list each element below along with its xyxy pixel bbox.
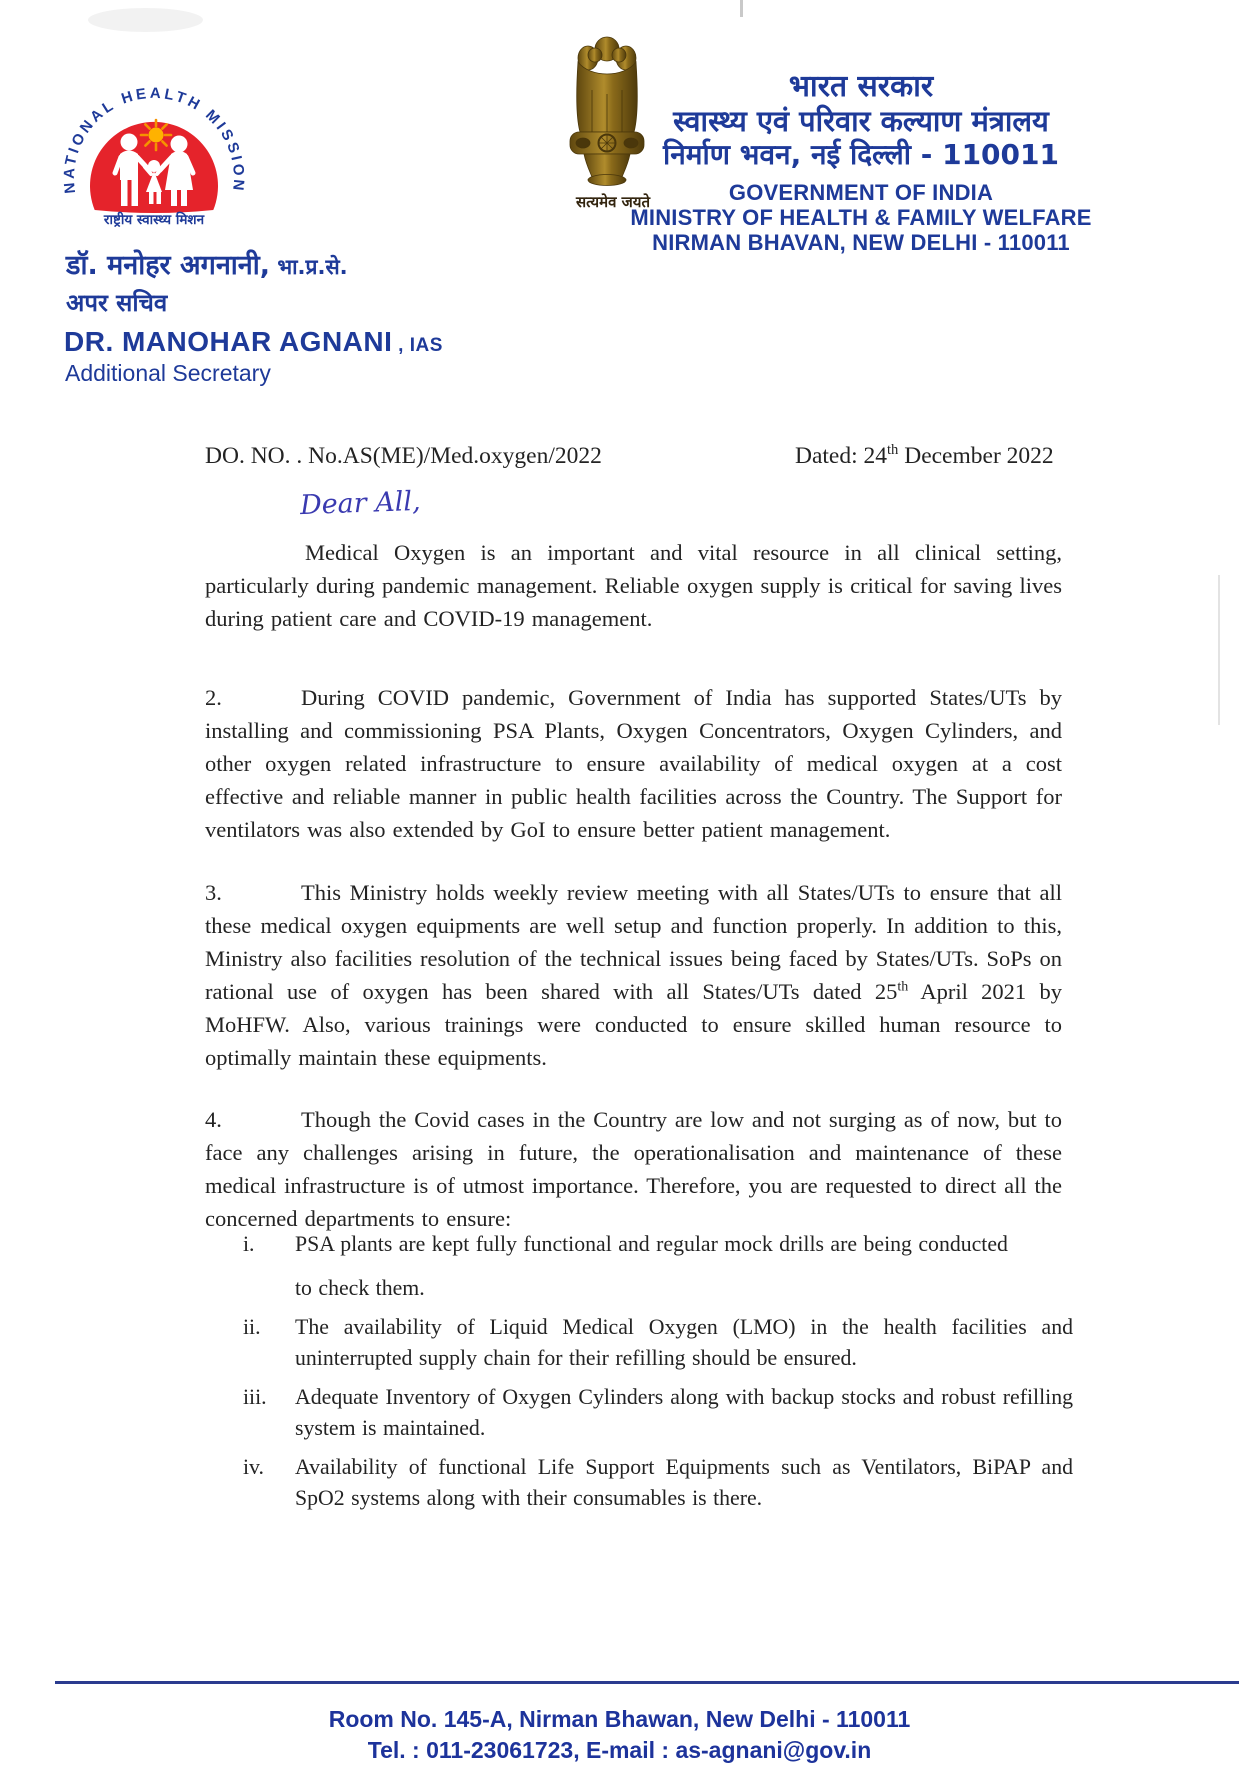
- item-text: Availability of functional Life Support Equipments such as Ventilators, BiPAP and SpO2 systems along with their consumables is there.: [295, 1455, 1073, 1510]
- para-number: 2.: [205, 685, 222, 710]
- para-number: 3.: [205, 880, 222, 905]
- item-text: The availability of Liquid Medical Oxygen (LMO) in the health facilities and uninterrupted supply chain for their refilling should be ensured.: [295, 1315, 1073, 1370]
- govt-hindi-line: भारत सरकार: [788, 69, 934, 104]
- item-marker: iii.: [243, 1385, 267, 1409]
- officer-designation-hindi: अपर सचिव: [66, 289, 168, 317]
- salutation-handwritten: Dear All,: [299, 485, 422, 522]
- footer-contact: Tel. : 011-23061723, E-mail : as-agnani@gov.in: [367, 1737, 872, 1763]
- sun-icon: [141, 120, 171, 150]
- para-number: 4.: [205, 1107, 222, 1132]
- item-text: Adequate Inventory of Oxygen Cylinders along with backup stocks and robust refilling system is maintained.: [295, 1385, 1073, 1440]
- scan-edge-line: [1218, 575, 1220, 725]
- paragraph-1: Medical Oxygen is an important and vital resource in all clinical setting, particularly during pandemic management. Reliable oxygen supply is critical for saving lives during patient care and COVID-19 management.: [205, 540, 1062, 631]
- emblem-motto: सत्यमेव जयते: [575, 193, 651, 211]
- footer-address: Room No. 145-A, Nirman Bhawan, New Delhi - 110011: [328, 1706, 911, 1732]
- address-hindi-line: निर्माण भवन, नई दिल्ली - 110011: [663, 138, 1059, 171]
- nhm-logo: [56, 82, 248, 234]
- paragraph-2: 2. During COVID pandemic, Government of India has supported States/UTs by installing and commissioning PSA Plants, Oxygen Concentrators, Oxygen Cylinders, and other oxygen related infrastructure to ensure availability of medical oxygen at a cost effective and reliable manner in public health facilities across the Country. The Support for ventilators was also extended by GoI to ensure better patient management.: [205, 681, 1062, 846]
- requirements-list: [243, 1229, 1075, 1522]
- paragraph-4: 4. Though the Covid cases in the Country are low and not surging as of now, but to face any challenges arising in future, the operationalisation and maintenance of these medical infrastructure is of utmost importance. Therefore, you are requested to direct all the concerned departments to ensure:: [205, 1103, 1062, 1235]
- item-marker: ii.: [243, 1315, 261, 1339]
- nhm-arc-text: NATIONAL HEALTH MISSION: [60, 84, 248, 195]
- scan-tick-mark: [740, 0, 743, 17]
- list-item: [243, 1382, 1075, 1444]
- ministry-english-line: MINISTRY OF HEALTH & FAMILY WELFARE: [630, 205, 1092, 230]
- item-text: PSA plants are kept fully functional and regular mock drills are being conducted to check them.: [295, 1232, 1008, 1300]
- ministry-hindi-line: स्वास्थ्य एवं परिवार कल्याण मंत्रालय: [673, 104, 1049, 138]
- item-marker: iv.: [243, 1455, 264, 1479]
- list-item: [243, 1229, 1075, 1304]
- ministry-block: [628, 70, 1094, 255]
- paragraph-3: 3. This Ministry holds weekly review meeting with all States/UTs to ensure that all these medical oxygen equipments are well setup and function properly. In addition to this, Ministry also facilities resolution of the technical issues being faced by States/UTs. SoPs on rational use of oxygen has been shared with all States/UTs dated 25th April 2021 by MoHFW. Also, various trainings were conducted to ensure skilled human resource to optimally maintain these equipments.: [205, 876, 1062, 1074]
- officer-designation-english: Additional Secretary: [65, 360, 271, 386]
- govt-english-line: GOVERNMENT OF INDIA: [728, 180, 994, 205]
- footer-divider: [55, 1681, 1239, 1684]
- list-item: [243, 1312, 1075, 1374]
- nhm-caption: राष्ट्रीय स्वास्थ्य मिशन: [103, 212, 205, 228]
- officer-name-hindi: डॉ. मनोहर अगनानी, भा.प्र.से.: [66, 250, 348, 281]
- letter-date: Dated: 24th December 2022: [795, 442, 1054, 469]
- officer-name-english: DR. MANOHAR AGNANI , IAS: [64, 326, 443, 357]
- address-english-line: NIRMAN BHAVAN, NEW DELHI - 110011: [652, 230, 1070, 255]
- list-item: [243, 1452, 1075, 1514]
- reference-number: DO. NO. . No.AS(ME)/Med.oxygen/2022: [205, 443, 602, 469]
- scan-smudge: [88, 8, 203, 32]
- item-marker: i.: [243, 1232, 255, 1256]
